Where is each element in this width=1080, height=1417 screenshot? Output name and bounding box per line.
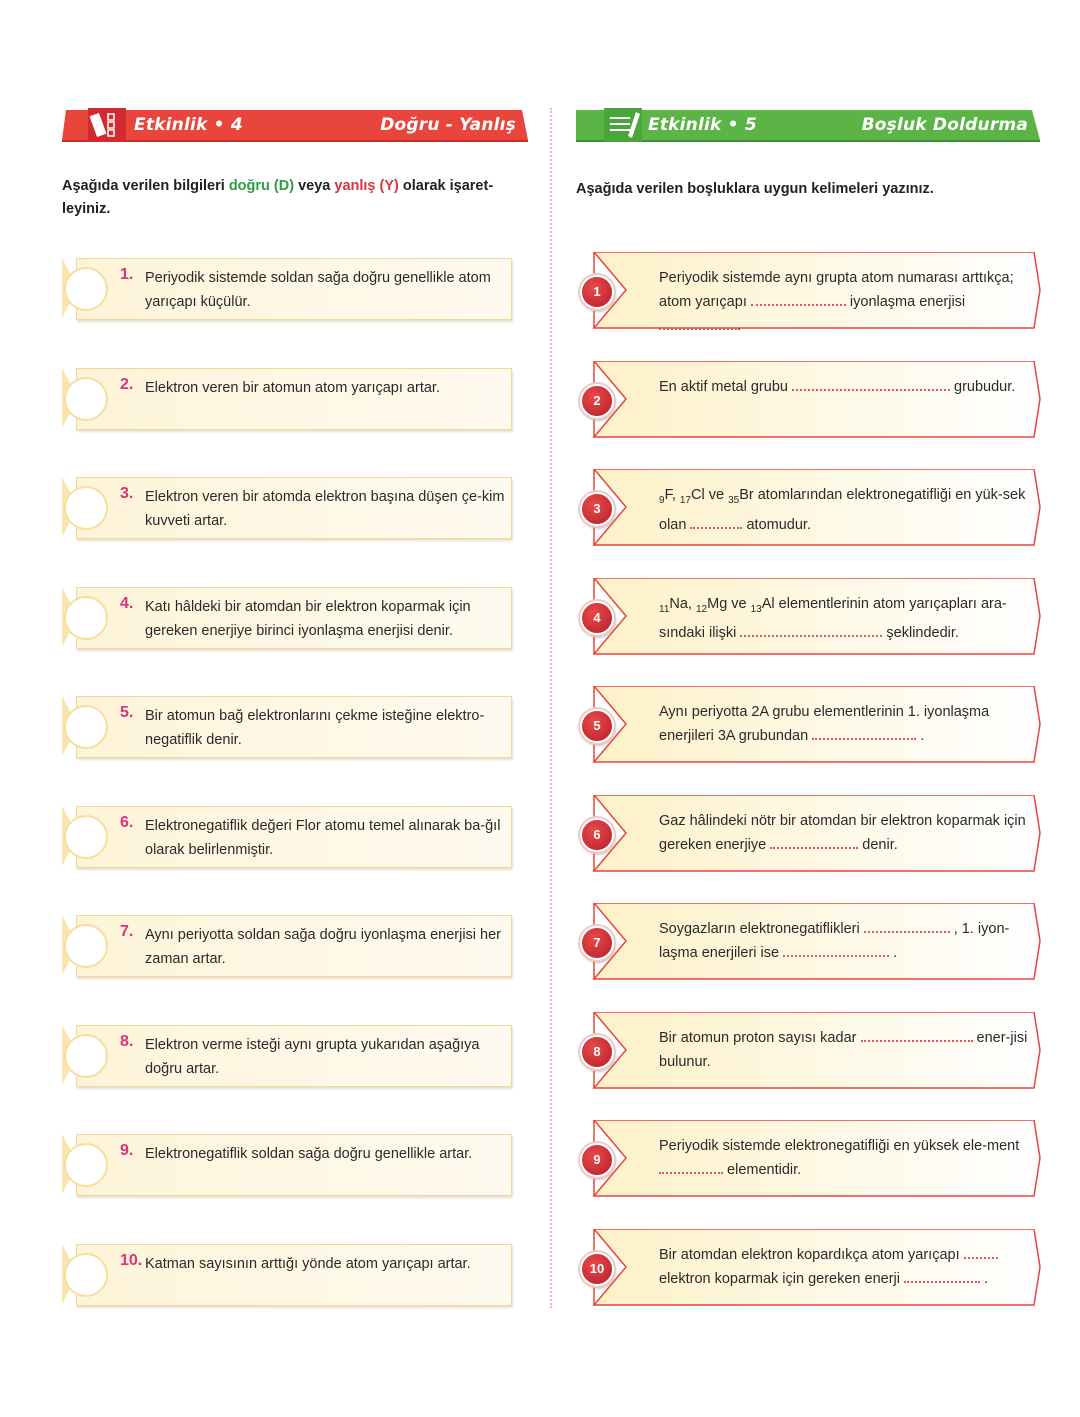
- true-false-item: [62, 696, 512, 760]
- true-false-item: [62, 1244, 512, 1308]
- fill-blank-item: [578, 903, 1042, 983]
- item-text: En aktif metal grubu grubudur.: [659, 375, 1029, 399]
- answer-circle[interactable]: [64, 267, 108, 311]
- number-badge: 2: [580, 384, 614, 418]
- item-number: 10.: [120, 1251, 143, 1269]
- fill-blank-item: [578, 686, 1042, 766]
- item-number: 7.: [120, 923, 134, 940]
- number-badge: 6: [580, 818, 614, 852]
- answer-circle[interactable]: [64, 1034, 108, 1078]
- column-divider: [550, 108, 552, 1308]
- answer-circle[interactable]: [64, 924, 108, 968]
- true-false-item: [62, 368, 512, 432]
- fill-blank-item: [578, 1012, 1042, 1092]
- item-text: Elektron veren bir atomun atom yarıçapı artar.: [145, 379, 440, 396]
- item-text: Gaz hâlindeki nötr bir atomdan bir elektron koparmak için gereken enerjiye denir.: [659, 812, 1026, 853]
- item-text: Bir atomdan elektron kopardıkça atom yarıçapı elektron koparmak için gereken enerji .: [659, 1243, 1029, 1291]
- item-text: $_9$F, $_{17}$Cl ve $_{35}$Br atomlarından elektronegatifliği en yük-sek olan atomudur.: [659, 487, 1026, 533]
- item-number: 3.: [120, 485, 134, 502]
- true-false-item: [62, 1025, 512, 1089]
- answer-circle[interactable]: [64, 705, 108, 749]
- activity-5-label: Etkinlik • 5: [648, 115, 757, 135]
- item-number: 2.: [120, 375, 134, 393]
- item-text: Katman sayısının arttığı yönde atom yarıçapı artar.: [145, 1255, 471, 1272]
- item-text: Soygazların elektronegatiflikleri , 1. iyon-laşma enerjileri ise .: [659, 917, 1029, 965]
- activity-5-type: Boşluk Doldurma: [861, 115, 1028, 135]
- item-text: Aynı periyotta 2A grubu elementlerinin 1. iyonlaşma enerjileri 3A grubundan .: [659, 704, 990, 744]
- answer-circle[interactable]: [64, 377, 108, 421]
- fill-blank-item: [578, 578, 1042, 658]
- number-badge: 3: [580, 492, 614, 526]
- item-number: 8.: [120, 1032, 134, 1050]
- activity-4-banner: [62, 108, 528, 142]
- blank-field[interactable]: [861, 1026, 973, 1042]
- blank-field[interactable]: [751, 290, 846, 306]
- blank-field[interactable]: [964, 1243, 998, 1259]
- fill-blank-item: [578, 795, 1042, 875]
- number-badge: 4: [580, 601, 614, 635]
- true-false-item: [62, 258, 512, 322]
- true-false-item: [62, 915, 512, 979]
- item-text: Katı hâldeki bir atomdan bir elektron koparmak için gereken enerjiye birinci iyonlaşma enerjisi denir.: [145, 598, 471, 639]
- true-false-item: [62, 806, 512, 870]
- activity-4-label: Etkinlik • 4: [134, 115, 243, 135]
- item-number: 1.: [120, 266, 134, 283]
- item-text: Periyodik sistemde soldan sağa doğru genellikle atom yarıçapı küçülür.: [145, 270, 491, 310]
- blank-field[interactable]: [659, 1158, 723, 1174]
- number-badge: 9: [580, 1143, 614, 1177]
- item-text: Elektron veren bir atomda elektron başına düşen çe-kim kuvveti artar.: [145, 489, 505, 529]
- blank-field[interactable]: [690, 513, 742, 529]
- blank-field[interactable]: [659, 314, 737, 330]
- answer-circle[interactable]: [64, 1253, 108, 1297]
- item-text: Elektron verme isteği aynı grupta yukarıdan aşağıya doğru artar.: [145, 1036, 480, 1077]
- number-badge: 10: [580, 1252, 614, 1286]
- activity-5-banner: [576, 108, 1040, 142]
- item-text: Periyodik sistemde aynı grupta atom numarası arttıkça; atom yarıçapı iyonlaşma enerjisi .: [659, 270, 1014, 334]
- item-number: 9.: [120, 1142, 134, 1159]
- blank-field[interactable]: [770, 833, 858, 849]
- item-number: 4.: [120, 594, 134, 612]
- number-badge: 8: [580, 1035, 614, 1069]
- blank-field[interactable]: [864, 917, 950, 933]
- activity-5-instruction: Aşağıda verilen boşluklara uygun kelimeleri yazınız.: [576, 181, 934, 197]
- fill-blank-item: [578, 1120, 1042, 1200]
- blank-field[interactable]: [904, 1267, 980, 1283]
- blank-field[interactable]: [740, 621, 882, 637]
- number-badge: 1: [580, 275, 614, 309]
- true-false-item: [62, 1134, 512, 1198]
- item-text: $_{11}$Na, $_{12}$Mg ve $_{13}$Al elementlerinin atom yarıçapları ara-sındaki ilişki şeklindedir.: [659, 595, 1007, 642]
- fill-blank-item: [578, 469, 1042, 549]
- answer-circle[interactable]: [64, 1143, 108, 1187]
- answer-circle[interactable]: [64, 815, 108, 859]
- true-false-item: [62, 477, 512, 541]
- item-text: Aynı periyotta soldan sağa doğru iyonlaşma enerjisi her zaman artar.: [145, 927, 501, 967]
- fill-blank-item: [578, 252, 1042, 332]
- fill-blank-item: [578, 361, 1042, 441]
- true-false-item: [62, 587, 512, 651]
- fill-blank-item: [578, 1229, 1042, 1309]
- blank-field[interactable]: [783, 941, 889, 957]
- blank-field[interactable]: [792, 375, 950, 391]
- item-text: Periyodik sistemde elektronegatifliği en yüksek ele-ment elementidir.: [659, 1138, 1020, 1178]
- item-text: Bir atomun bağ elektronlarını çekme isteğine elektro-negatiflik denir.: [145, 708, 485, 748]
- item-number: 5.: [120, 704, 134, 721]
- item-text: Elektronegatiflik soldan sağa doğru genellikle artar.: [145, 1146, 473, 1162]
- item-number: 6.: [120, 813, 134, 831]
- activity-4-instruction: Aşağıda verilen bilgileri doğru (D) veya yanlış (Y) olarak işaret-leyiniz.: [62, 178, 494, 217]
- number-badge: 7: [580, 926, 614, 960]
- item-text: Elektronegatiflik değeri Flor atomu temel alınarak ba-ğıl olarak belirlenmiştir.: [145, 817, 501, 858]
- activity-4-type: Doğru - Yanlış: [380, 115, 516, 135]
- item-text: Bir atomun proton sayısı kadar ener-jisi bulunur.: [659, 1026, 1029, 1074]
- blank-field[interactable]: [812, 724, 916, 740]
- number-badge: 5: [580, 709, 614, 743]
- answer-circle[interactable]: [64, 596, 108, 640]
- answer-circle[interactable]: [64, 486, 108, 530]
